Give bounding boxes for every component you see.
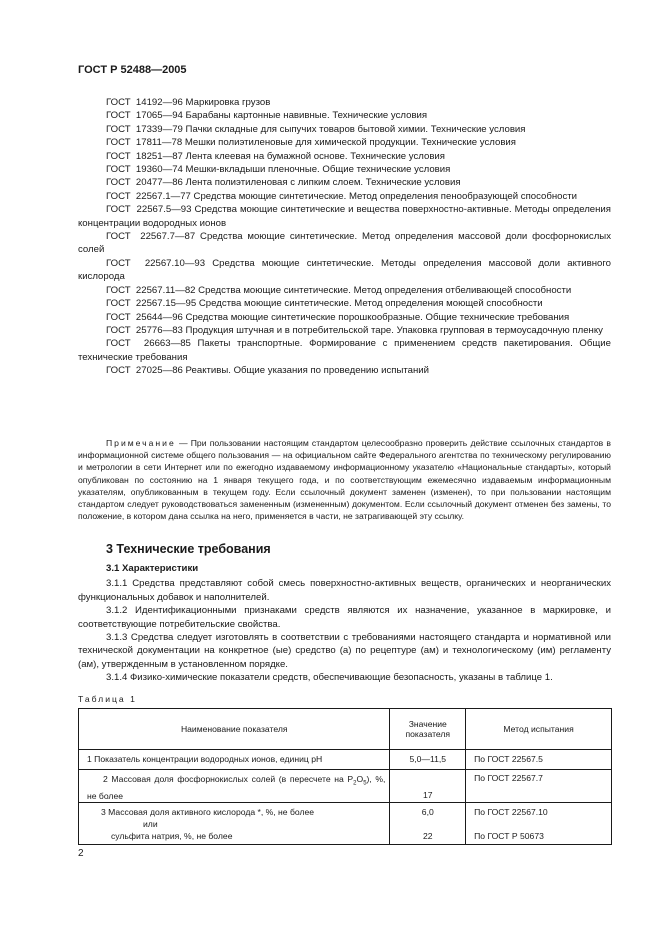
reference-title: Пачки складные для сыпучих товаров бытовой химии. Технические условия (185, 123, 526, 135)
row3-name (79, 802, 390, 844)
note-paragraph (78, 437, 611, 522)
document-header: ГОСТ Р 52488—2005 (78, 64, 187, 76)
note-text: — При пользовании настоящим стандартом целесообразно проверить действие ссылочных стандартов в информационной системе общего пользования — на официальном сайте Федерального агентства по техническому регулированию и метрологии в сети Интернет или по ежегодно издаваемому информационному указателю «Национальные стандарты», который опубликован по состоянию на 1 января текущего года, и по соответствующим ежемесячно издаваемым информационным указателям, опубликованным в текущем году. Если ссылочный документ заменен (изменен), то при пользовании настоящим стандартом следует руководствоваться замененным (измененным) документом. Если ссылочный документ отменен без замены, то положение, в котором дана ссылка на него, применяется в части, не затрагивающей эту ссылку. (78, 438, 611, 522)
reference-code: ГОСТ 20477—86 (106, 177, 183, 189)
row2-method: По ГОСТ 22567.7 (466, 770, 612, 803)
reference-code: ГОСТ 22567.7—87 (106, 231, 196, 243)
reference-code: ГОСТ 25776—83 (106, 324, 183, 336)
reference-item (78, 176, 611, 189)
row3-value2: 22 (423, 830, 433, 841)
reference-title: Лента полиэтиленовая с липким слоем. Технические условия (185, 177, 461, 189)
table-row (79, 802, 612, 844)
reference-item (78, 230, 611, 257)
reference-item (78, 109, 611, 122)
row1-value: 5,0—11,5 (390, 750, 466, 770)
reference-title: Средства моющие синтетические. Метод определения массовой доли фосфорнокислых солей (78, 231, 611, 256)
note-label: Примечание (106, 438, 176, 448)
paragraph-3-1-1: 3.1.1 Средства представляют собой смесь поверхностно-активных веществ, органических и неорганических функциональных добавок и наполнителей. (78, 578, 611, 603)
reference-item (78, 136, 611, 149)
reference-list (78, 96, 611, 378)
reference-item (78, 324, 611, 337)
reference-item (78, 337, 611, 364)
reference-code: ГОСТ 17065—94 (106, 110, 183, 122)
reference-item (78, 96, 611, 109)
table-caption: Таблица 1 (78, 694, 137, 704)
subsection-title: 3.1 Характеристики (106, 563, 199, 574)
reference-code: ГОСТ 22567.5—93 (106, 204, 192, 216)
reference-title: Лента клеевая на бумажной основе. Технические условия (185, 150, 445, 162)
row1-name: 1 Показатель концентрации водородных ионов, единиц pH (79, 750, 390, 770)
reference-code: ГОСТ 27025—86 (106, 365, 183, 377)
reference-title: Средства моющие синтетические порошкообразные. Общие технические требования (185, 311, 570, 323)
reference-title: Реактивы. Общие указания по проведению испытаний (185, 365, 429, 377)
table-1 (78, 708, 612, 845)
header-value: Значение показателя (390, 709, 466, 750)
row3-method1: По ГОСТ 22567.10 (474, 806, 548, 817)
reference-code: ГОСТ 14192—96 (106, 97, 183, 108)
reference-title: Пакеты транспортные. Формирование с применением средств пакетирования. Общие технические требования (78, 338, 611, 363)
row3-name-line1: 3 Массовая доля активного кислорода *, %, не более (101, 806, 315, 817)
reference-code: ГОСТ 17811—78 (106, 137, 183, 149)
reference-item (78, 297, 611, 310)
reference-item (78, 190, 611, 203)
table-row (79, 750, 612, 770)
row3-method2: По ГОСТ Р 50673 (474, 830, 544, 841)
reference-code: ГОСТ 22567.10—93 (106, 257, 206, 269)
row1-method: По ГОСТ 22567.5 (466, 750, 612, 770)
reference-title: Средства моющие синтетические. Методы определения массовой доли активного кислорода (78, 257, 611, 283)
reference-title: Средства моющие синтетические. Метод определения отбеливающей способности (198, 284, 572, 296)
table-row (79, 770, 612, 803)
reference-item (78, 203, 611, 230)
row3-or: или (143, 818, 158, 829)
reference-item (78, 150, 611, 163)
reference-code: ГОСТ 22567.1—77 (106, 190, 191, 202)
reference-title: Мешки полиэтиленовые для химической продукции. Технические условия (184, 137, 516, 149)
paragraph-3-1-3: 3.1.3 Средства следует изготовлять в соответствии с требованиями настоящего стандарта и нормативной или технической документации на конкретное (ые) средство (а) по рецептуре (ам) и технологическому (им) регламенту (ам), утвержденным в установленном порядке. (78, 632, 611, 670)
paragraph-3-1-2: 3.1.2 Идентификационными признаками средств являются их назначение, указанное в маркировке, и соответствующие потребительские свойства. (78, 605, 611, 630)
reference-item (78, 163, 611, 176)
reference-title: Средства моющие синтетические и вещества поверхностно-активные. Методы определения концентрации водородных ионов (78, 204, 611, 229)
row3-name-line2: сульфита натрия, %, не более (111, 830, 233, 841)
row2-value: 17 (390, 770, 466, 803)
reference-item (78, 257, 611, 284)
reference-title: Продукция штучная и в потребительской таре. Упаковка групповая в термоусадочную пленку (185, 324, 603, 336)
reference-code: ГОСТ 22567.15—95 (106, 298, 197, 310)
reference-code: ГОСТ 22567.11—82 (106, 284, 196, 296)
page-number: 2 (78, 848, 84, 859)
reference-title: Средства моющие синтетические. Метод определения моющей способности (198, 298, 543, 310)
reference-code: ГОСТ 26663—85 (106, 338, 191, 350)
table-header-row (79, 709, 612, 750)
row3-value (390, 802, 466, 844)
section-body (78, 562, 611, 685)
reference-title: Мешки-вкладыши пленочные. Общие технические условия (185, 164, 451, 176)
reference-title: Средства моющие синтетические. Метод определения пенообразующей способности (193, 190, 578, 202)
reference-title: Маркировка грузов (185, 97, 271, 108)
reference-item (78, 284, 611, 297)
row3-method (466, 802, 612, 844)
reference-code: ГОСТ 18251—87 (106, 150, 183, 162)
reference-item (78, 123, 611, 136)
reference-code: ГОСТ 19360—74 (106, 164, 183, 176)
row2-name: 2 Массовая доля фосфорнокислых солей (в пересчете на $P_2O_5$), %, не более (79, 770, 390, 803)
reference-code: ГОСТ 17339—79 (106, 123, 183, 135)
reference-code: ГОСТ 25644—96 (106, 311, 183, 323)
header-method: Метод испытания (466, 709, 612, 750)
row3-value1: 6,0 (421, 806, 434, 817)
paragraph-3-1-4: 3.1.4 Физико-химические показатели средств, обеспечивающие безопасность, указаны в таблице 1. (106, 672, 553, 684)
reference-title: Барабаны картонные навивные. Технические условия (185, 110, 428, 122)
header-indicator: Наименование показателя (79, 709, 390, 750)
section-title: 3 Технические требования (106, 542, 271, 556)
reference-item (78, 364, 611, 377)
reference-item (78, 311, 611, 324)
